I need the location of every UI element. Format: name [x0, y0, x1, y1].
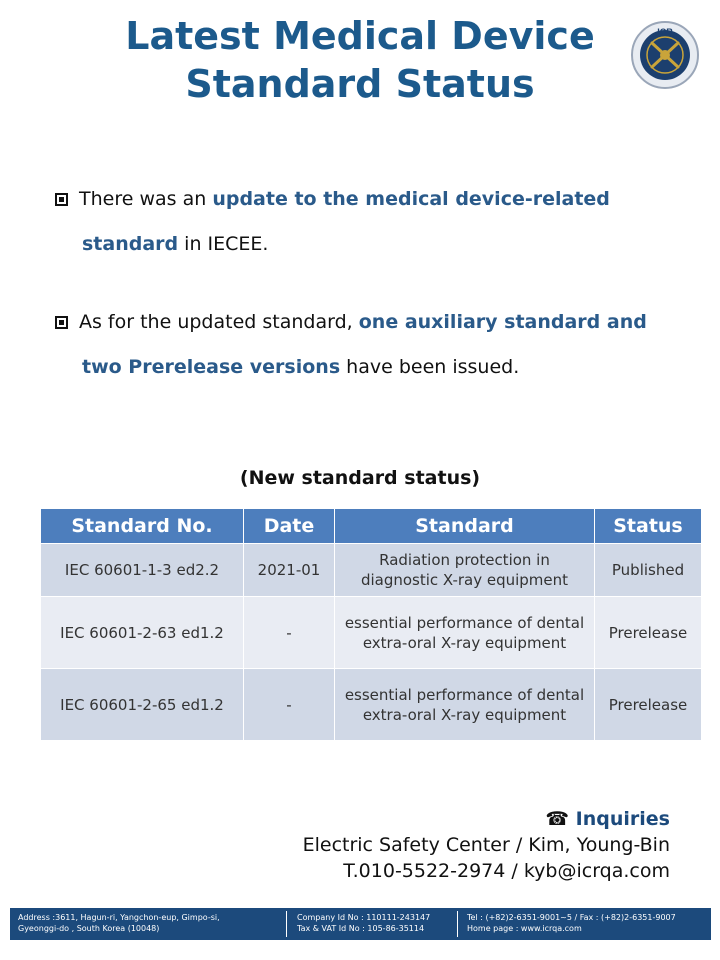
footer-divider [457, 911, 458, 937]
cell-date: - [244, 597, 335, 669]
cell-date: 2021-01 [244, 544, 335, 597]
header-standard: Standard [335, 509, 595, 544]
inquiries-phone-email[interactable]: T.010-5522-2974 / kyb@icrqa.com [343, 860, 670, 882]
page-footer [10, 908, 711, 940]
footer-company: Company Id No : 110111-243147 Tax & VAT Id No : 105-86-35114 [297, 913, 431, 933]
title-line-2: Standard Status [185, 62, 535, 106]
table-row [41, 597, 702, 669]
page-title [60, 12, 660, 108]
square-bullet-icon [55, 316, 68, 329]
cell-standard-no: IEC 60601-1-3 ed2.2 [41, 544, 244, 597]
header-date: Date [244, 509, 335, 544]
title-line-1: Latest Medical Device [125, 14, 595, 58]
cell-standard-no: IEC 60601-2-63 ed1.2 [41, 597, 244, 669]
cell-status: Prerelease [595, 597, 702, 669]
cell-standard-no: IEC 60601-2-65 ed1.2 [41, 669, 244, 741]
table-row [41, 669, 702, 741]
square-bullet-icon [55, 193, 68, 206]
cell-standard: Radiation protection in diagnostic X-ray equipment [335, 544, 595, 597]
cell-standard: essential performance of dental extra-oral X-ray equipment [335, 597, 595, 669]
footer-address: Address :3611, Hagun-ri, Yangchon-eup, Gimpo-si, Gyeonggi-do , South Korea (10048) [18, 913, 220, 933]
footer-homepage-link[interactable]: Home page : www.icrqa.com [467, 924, 582, 933]
telephone-icon: ☎ [545, 808, 570, 830]
inquiries-heading: Inquiries [575, 808, 670, 830]
logo-text: ICR [657, 27, 673, 37]
bullet-1: There was an update to the medical device-related standard in IECEE. [55, 177, 675, 267]
table-row [41, 544, 702, 597]
inquiries-contact: Electric Safety Center / Kim, Young-Bin [302, 834, 670, 856]
inquiries-block [303, 806, 670, 884]
cell-status: Prerelease [595, 669, 702, 741]
standards-table [40, 508, 702, 741]
footer-contact: Tel : (+82)2-6351-9001~5 / Fax : (+82)2-6351-9007 Home page : www.icrqa.com [467, 913, 676, 933]
header-status: Status [595, 509, 702, 544]
footer-divider [286, 911, 287, 937]
cell-date: - [244, 669, 335, 741]
table-header-row [41, 509, 702, 544]
header-standard-no: Standard No. [41, 509, 244, 544]
cell-standard: essential performance of dental extra-oral X-ray equipment [335, 669, 595, 741]
cell-status: Published [595, 544, 702, 597]
icr-logo [630, 20, 700, 90]
bullet-2: As for the updated standard, one auxiliary standard and two Prerelease versions have been issued. [55, 300, 675, 390]
table-caption: (New standard status) [239, 467, 481, 489]
